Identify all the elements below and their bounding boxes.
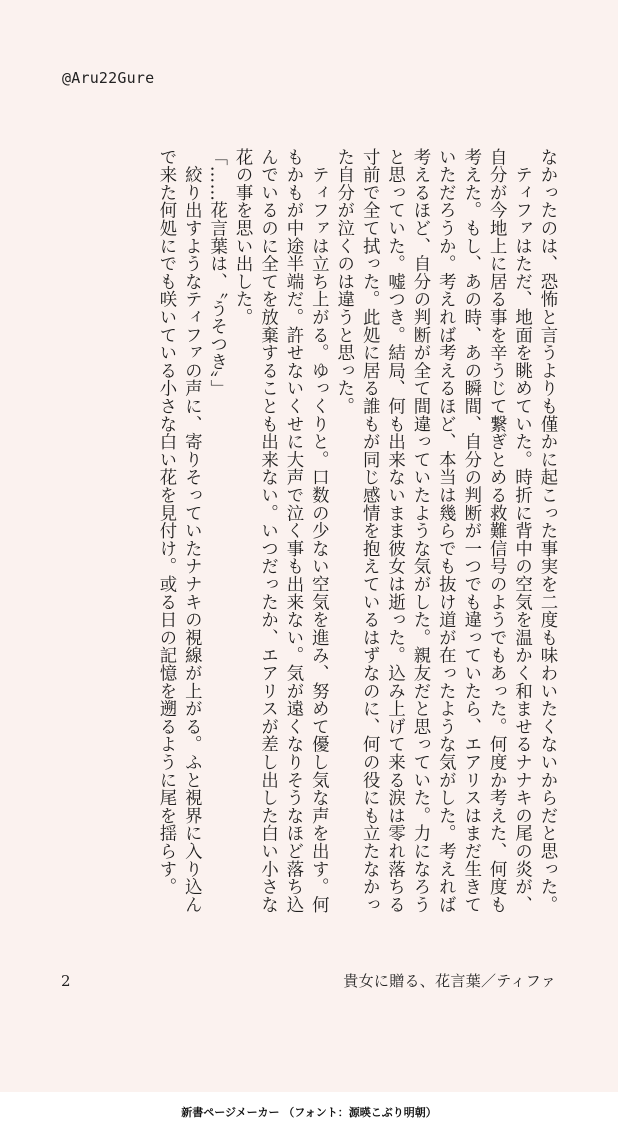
paragraph-2: ティファはただ、地面を眺めていた。時折に背中の空気を温かく和ませるナナキの尾の炎が、自分が今地上に居る事を辛うじて繋ぎとめる救難信号のようでもあった。何度か考えた、何度も考えた。もし、あの時、あの瞬間、自分の判断が一つでも違っていたら、エアリスはまだ生きていただろうか。考えれば考えるほど、本当は幾らでも抜け道が在ったような気がした。考えれば考えるほど、自分の判断が全て間違っていたような気がした。親友だと思っていた。力になろうと思っていた。嘘つき。結局、何も出来ないまま彼女は逝った。込み上げて来る涙は零れ落ちる寸前で全て拭った。此処に居る誰もが同じ感情を抱えているはずなのに、何の役にも立たなかった自分が泣くのは違うと思った。 <box>333 148 532 914</box>
paragraph-1: なかったのは、恐怖と言うよりも僅かに起こった事実を二度も味わいたくないからだと思った。 <box>537 148 557 914</box>
running-title: 貴女に贈る、花言葉／ティファ <box>343 972 556 990</box>
footer-bar <box>0 1092 618 1132</box>
generator-credit: 新書ページメーカー （フォント：源暎こぶり明朝） <box>181 1106 437 1119</box>
author-handle: @Aru22Gure <box>62 69 155 87</box>
paragraph-3: ティファは立ち上がる。ゆっくりと。口数の少ない空気を進み、努めて優し気な声を出す。何もかもが中途半端だ。許せないくせに大声で泣く事も出来ない。気が遠くなりそうなほど落ち込んでいるのに全てを放棄することも出来ない。いつだったか、エアリスが差し出した白い小さな花の事を思い出した。 <box>232 148 329 914</box>
vertical-body-text <box>153 148 560 923</box>
page-number: 2 <box>61 972 71 990</box>
paragraph-5: 絞り出すようなティファの声に、寄りそっていたナナキの視線が上がる。ふと視界に入り込んで来た何処にでも咲いている小さな白い花を見付け。或る日の記憶を遡るように尾を揺らす。 <box>155 148 202 914</box>
paragraph-4-dialogue: 「……花言葉は、〝うそつき〟」 <box>206 148 227 398</box>
